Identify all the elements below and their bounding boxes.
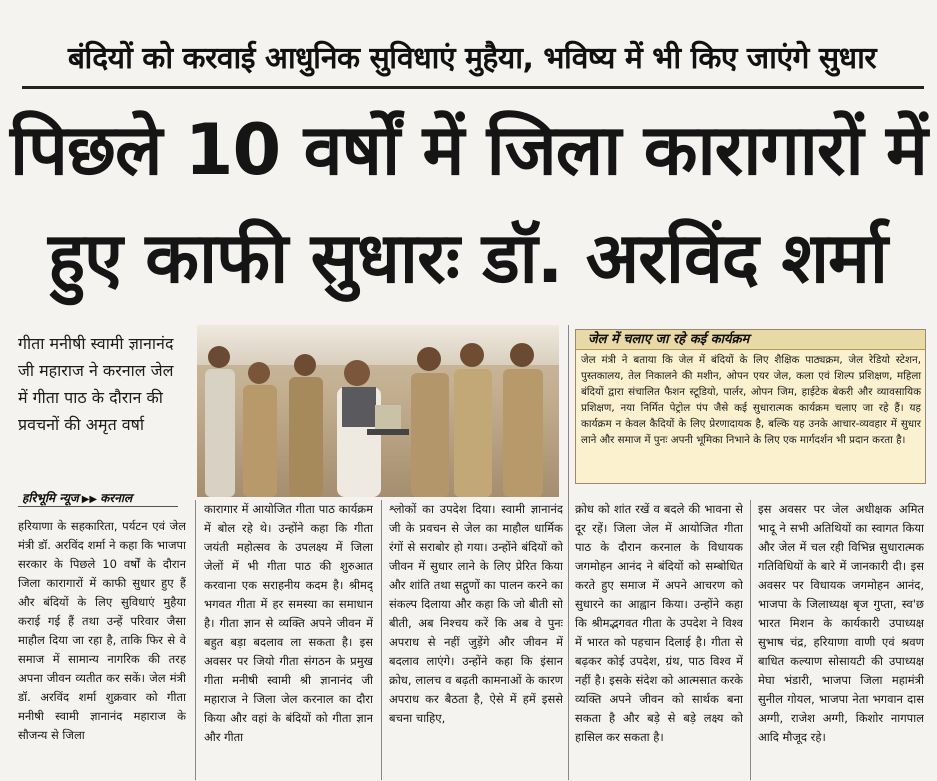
news-photo [197,325,559,497]
article-column-3: श्लोकों का उपदेश दिया। स्वामी ज्ञानानंद जी के प्रवचन से जेल का माहौल धार्मिक रंगों से सराबोर हो गया। उन्होंने बंदियों को जीवन में सुधार लाने के लिए प्रेरित किया और शांति तथा सद्गुणों का पालन करने का संकल्प दिलाया और कहा कि जो बीती सो बीती, अब निश्चय करें कि अब वे पुनः अपराध से नहीं जुड़ेंगे और जीवन में बदलाव लाएंगे। उन्होंने कहा कि इंसान क्रोध, लालच व बढ़ती कामनाओं के कारण अपराध कर बैठता है, ऐसे में हमें इससे बचना चाहिए, [389,502,563,725]
byline-place: करनाल [100,491,133,505]
column-divider [750,500,751,780]
programs-box-title-text: जेल में चलाए जा रहे कई कार्यक्रम [588,332,750,347]
programs-box-title [576,330,925,350]
byline-arrows: ▶▶ [81,494,98,505]
photo-illustration [197,325,559,497]
side-quote: गीता मनीषी स्वामी ज्ञानानंद जी महाराज ने करनाल जेल में गीता पाठ के दौरान की प्रवचनों की अमृत वर्षा [18,334,174,434]
programs-sidebar-box [575,329,926,484]
article-column-5: इस अवसर पर जेल अधीक्षक अमित भादू ने सभी अतिथियों का स्वागत किया और जेल में चल रही विभिन्न सुधारात्मक गतिविधियों के बारे में जानकारी दी। इस अवसर पर विधायक जगमोहन आनंद, भाजपा के जिलाध्यक्ष बृज गुप्ता, स्व'छ भारत मिशन के कार्यकारी उपाध्यक्ष सुभाष चंद्र, हरियाणा वाणी एवं श्रवण बाधित कल्याण सोसायटी की उपाध्यक्ष मेघा भंडारी, भाजपा जिला महामंत्री सुनील गोयल, भाजपा नेता भगवान दास अग्गी, राजेश अग्गी, किशोर नागपाल आदि मौजूद रहे। [758,502,924,744]
byline-source: हरिभूमि न्यूज [22,491,79,505]
column-divider [195,500,196,780]
column-divider [568,325,569,780]
kicker-underline [22,86,924,89]
main-headline-line-2: हुए काफी सुधारः डॉ. अरविंद शर्मा [47,217,888,299]
byline [22,489,177,506]
programs-box-body: जेल मंत्री ने बताया कि जेल में बंदियों के लिए शैक्षिक पाठ्यक्रम, जेल रेडियो स्टेशन, पुस्तकालय, तेल निकालने की मशीन, ओपन एयर जेल, कला एवं शिल्प प्रशिक्षण, महिला बंदियों द्वारा संचालित फैशन स्टूडियो, पार्लर, ओपन जिम, हाईटेक बेकरी और व्यावसायिक प्रशिक्षण, नया निर्मित पेट्रोल पंप जैसे कई सुधारात्मक कार्यक्रम चलाए जा रहे हैं। यह कार्यक्रम न केवल कैदियों के लिए प्रेरणादायक है, बल्कि यह उनके आचार-व्यवहार में सुधार लाने और समाज में पुनः अपनी भूमिका निभाने के लिए एक मार्गदर्शन भी प्रदान करता है। [581,354,921,447]
column-divider [381,500,382,780]
main-headline-line-1: पिछले 10 वर्षों में जिला कारागारों में [10,109,927,191]
kicker-headline: बंदियों को करवाई आधुनिक सुविधाएं मुहैया, भविष्य में भी किए जाएंगे सुधार [67,41,877,76]
article-column-2: कारागार में आयोजित गीता पाठ कार्यक्रम में बोल रहे थे। उन्होंने कहा कि गीता जयंती महोत्सव के उपलक्ष्य में जिला जेलों में भी गीता पाठ की शुरुआत करवाना एक सराहनीय कदम है। श्रीमद् भगवत गीता में हर समस्या का समाधान है। गीता ज्ञान से व्यक्ति अपने जीवन में बहुत बड़ा बदलाव ला सकता है। इस अवसर पर जियो गीता संगठन के प्रमुख गीता मनीषी स्वामी श्री ज्ञानानंद जी महाराज ने जिला जेल करनाल का दौरा किया और वहां के बंदियों को गीता ज्ञान और गीता [204,502,373,744]
byline-rule [18,506,178,507]
article-column-1: हरियाणा के सहकारिता, पर्यटन एवं जेल मंत्री डॉ. अरविंद शर्मा ने कहा कि भाजपा सरकार के पिछले 10 वर्षों के दौरान जिला कारागारों में काफी सुधार हुए हैं और बंदियों के लिए सुविधाएं मुहैया कराई गई हैं तथा उन्हें परिवार जैसा माहौल दिया जा रहा है, ताकि फिर से वे समाज में सामान्य नागरिक की तरह अपना जीवन व्यतीत कर सकें। जेल मंत्री डॉ. अरविंद शर्मा शुक्रवार को गीता मनीषी स्वामी ज्ञानानंद महाराज के सौजन्य से जिला [18,519,186,742]
article-column-4: क्रोध को शांत रखें व बदले की भावना से दूर रहें। जिला जेल में आयोजित गीता पाठ के दौरान करनाल के विधायक जगमोहन आनंद ने बंदियों को सम्बोधित करते हुए समाज में अपने आचरण को सुधारने का आह्वान किया। उन्होंने कहा कि श्रीमद्भगवत गीता के उपदेश ने विश्व में भारत को पहचान दिलाई है। गीता से बढ़कर कोई उपदेश, ग्रंथ, पाठ विश्व में नहीं है। इसके संदेश को आत्मसात करके व्यक्ति अपने जीवन को सार्थक बना सकता है और बड़े से बड़े लक्ष्य को हासिल कर सकता है। [575,502,743,744]
